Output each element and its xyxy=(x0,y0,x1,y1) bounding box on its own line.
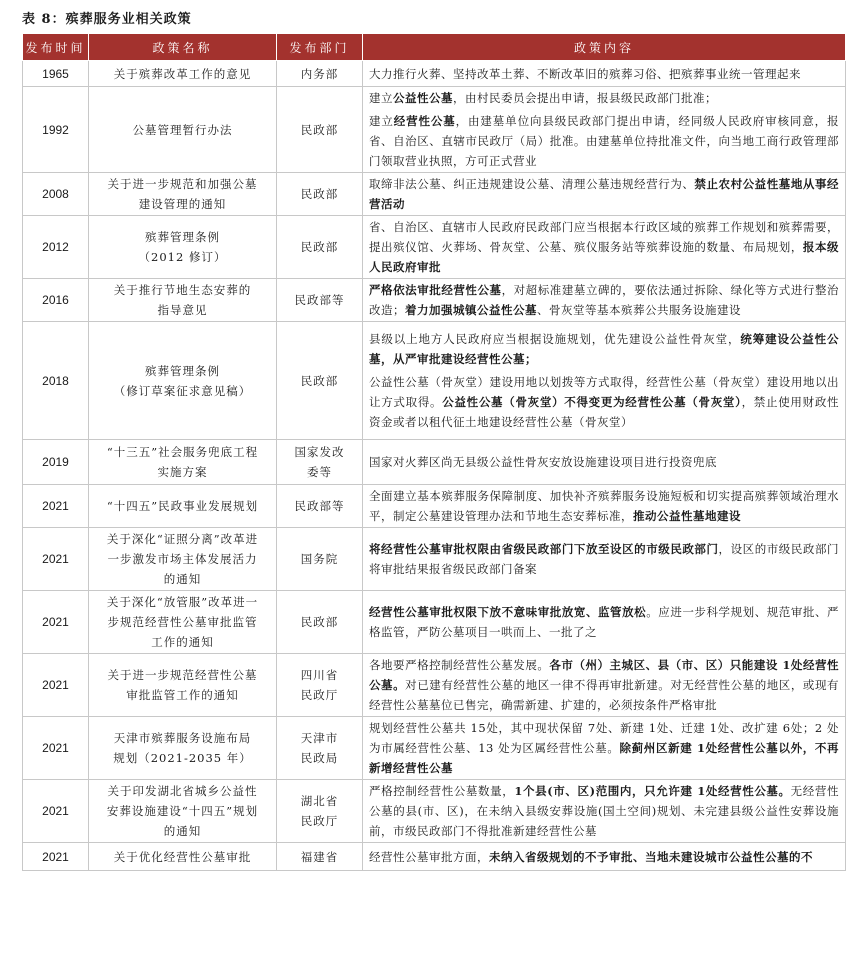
emphasized-text: 严格依法审批经营性公墓 xyxy=(369,283,502,297)
emphasized-text: 公益性公墓（骨灰堂）不得变更为经营性公墓（骨灰堂） xyxy=(442,395,742,409)
policy-name-cell-line: 工作的通知 xyxy=(151,635,214,649)
department-cell-line: 民政厅 xyxy=(300,688,339,702)
emphasized-text: 统筹建设公益性公墓，从严审批建设经营性公墓； xyxy=(369,332,840,366)
policy-content-cell xyxy=(363,279,846,322)
publish-year-cell: 2018 xyxy=(23,322,89,440)
department-cell-line: 民政部 xyxy=(300,373,339,388)
policy-name-cell-line: 审批监管工作的通知 xyxy=(126,688,239,702)
policy-name-cell-line: “十四五”民政事业发展规划 xyxy=(106,499,259,513)
policy-name-cell-line: 公墓管理暂行办法 xyxy=(132,122,233,137)
table-row xyxy=(23,591,846,654)
publish-year-cell: 2012 xyxy=(23,216,89,279)
emphasized-text: 推动公益性墓地建设 xyxy=(633,509,741,523)
content-text: 国家对火葬区尚无县级公益性骨灰安放设施建设项目进行投资兜底 xyxy=(369,455,717,469)
policy-content-cell xyxy=(363,485,846,528)
policy-name-cell xyxy=(89,173,277,216)
policy-name-cell-line: 殡葬管理条例 xyxy=(145,230,220,244)
policy-content-cell xyxy=(363,173,846,216)
content-paragraph xyxy=(369,781,839,841)
table-body xyxy=(23,61,846,871)
publish-year-cell: 2021 xyxy=(23,528,89,591)
department-cell xyxy=(277,528,363,591)
content-paragraph xyxy=(369,329,839,369)
publish-year-cell: 2021 xyxy=(23,654,89,717)
content-paragraph xyxy=(369,718,839,778)
publish-year-cell: 2021 xyxy=(23,591,89,654)
emphasized-text: 未纳入省级规划的不予审批、当地未建设城市公益性公墓的不 xyxy=(489,849,813,864)
department-cell xyxy=(277,61,363,87)
policy-name-cell xyxy=(89,61,277,87)
policy-name-cell-line: 关于推行节地生态安葬的 xyxy=(113,283,252,297)
department-cell xyxy=(277,279,363,322)
content-text: ，设区的市级民政部门将审批结果报省级民政部门备案 xyxy=(369,542,840,576)
policy-content-cell xyxy=(363,216,846,279)
emphasized-text: 经营性公墓审批权限下放不意味审批放宽、监管放松 xyxy=(369,605,647,619)
content-paragraph xyxy=(369,539,839,579)
content-text: 、骨灰堂等基本殡葬公共服务设施建设 xyxy=(537,303,741,317)
content-paragraph xyxy=(369,372,839,432)
publish-year-cell: 2021 xyxy=(23,485,89,528)
department-cell xyxy=(277,654,363,717)
department-cell-line: 民政部等 xyxy=(294,293,345,307)
content-text: 大力推行火葬、坚持改革土葬、不断改革旧的殡葬习俗、把殡葬事业统一管理起来 xyxy=(369,66,801,81)
policy-content-cell xyxy=(363,440,846,485)
policy-name-cell xyxy=(89,528,277,591)
policy-name-cell xyxy=(89,440,277,485)
policy-name-cell-line: 的通知 xyxy=(163,572,202,586)
department-cell-line: 湖北省 xyxy=(300,794,339,808)
policy-name-cell xyxy=(89,654,277,717)
table-row xyxy=(23,173,846,216)
content-text: 无经营性公墓的县(市、区)，在未纳入县级安葬设施(国土空间)规划、未完建县级公益性安葬设施前，市级民政部门不得批准新建经营性公墓 xyxy=(369,784,840,838)
table-row xyxy=(23,654,846,717)
department-cell xyxy=(277,717,363,780)
department-cell-line: 国务院 xyxy=(300,552,339,566)
policy-name-cell xyxy=(89,216,277,279)
content-text: 建立 xyxy=(369,114,394,128)
publish-year-cell: 2008 xyxy=(23,173,89,216)
policy-name-cell-line: 步规范经营性公墓审批监管 xyxy=(107,615,258,629)
table-row xyxy=(23,279,846,322)
content-text: 。应进一步科学规划、规范审批、严格监管，严防公墓项目一哄而上、一批了之 xyxy=(369,605,840,639)
policy-name-cell-line: （修订草案征求意见稿） xyxy=(113,383,252,398)
policy-name-cell-line: 关于殡葬改革工作的意见 xyxy=(113,66,252,81)
publish-year-cell: 1965 xyxy=(23,61,89,87)
publish-year-cell: 2021 xyxy=(23,843,89,871)
policy-name-cell-line: 关于优化经营性公墓审批 xyxy=(113,849,252,864)
policy-name-cell-line: 安葬设施建设“十四五”规划 xyxy=(106,804,259,818)
content-paragraph xyxy=(369,174,839,214)
header-department: 发布部门 xyxy=(277,34,363,61)
content-text: ，对超标准建墓立碑的，要依法通过拆除、绿化等方式进行整治改造； xyxy=(369,283,839,317)
table-row xyxy=(23,440,846,485)
content-paragraph xyxy=(369,602,839,642)
department-cell xyxy=(277,440,363,485)
publish-year-cell: 2021 xyxy=(23,780,89,843)
content-text: 建立 xyxy=(369,91,393,105)
content-text: 对已建有经营性公墓的地区一律不得再审批新建。对无经营性公墓的地区，或现有经营性公墓墓位已售完，确需新建、扩建的，必须按条件严格审批 xyxy=(369,678,840,712)
emphasized-text: 1个县(市、区)范围内，只允许建 1处经营性公墓。 xyxy=(514,784,791,798)
policy-name-cell xyxy=(89,780,277,843)
emphasized-text: 各市（州）主城区、县（市、区）只能建设 1处经营性公墓。 xyxy=(369,658,839,692)
content-text: 取缔非法公墓、纠正违规建设公墓、清理公墓违规经营行为、 xyxy=(369,177,695,191)
policy-name-cell-line: 实施方案 xyxy=(157,465,208,479)
content-text: 省、自治区、直辖市人民政府民政部门应当根据本行政区域的殡葬工作规划和殡葬需要，提出殡仪馆、火葬场、骨灰堂、公墓、殡仪服务站等殡葬设施的数量、布局规划， xyxy=(369,220,839,254)
policy-name-cell-line: 殡葬管理条例 xyxy=(145,363,220,378)
department-cell-line: 民政部 xyxy=(300,122,339,137)
content-paragraph xyxy=(369,111,839,171)
department-cell-line: 民政厅 xyxy=(300,814,339,828)
content-paragraph xyxy=(369,452,839,472)
table-header-row xyxy=(23,34,846,61)
policy-name-cell-line: 天津市殡葬服务设施布局 xyxy=(113,731,252,745)
policy-name-cell-line: 一步激发市场主体发展活力 xyxy=(107,552,258,566)
content-text: 县级以上地方人民政府应当根据设施规划，优先建设公益性骨灰堂， xyxy=(369,332,741,346)
table-row xyxy=(23,528,846,591)
emphasized-text: 禁止农村公益性墓地从事经营活动 xyxy=(369,177,839,211)
table-caption: 表 8：殡葬服务业相关政策 xyxy=(22,12,192,27)
department-cell-line: 福建省 xyxy=(300,849,339,864)
policy-content-cell xyxy=(363,61,846,87)
table-row xyxy=(23,843,846,871)
emphasized-text: 报本级人民政府审批 xyxy=(369,240,839,274)
policy-name-cell xyxy=(89,485,277,528)
policy-name-cell-line: 关于印发湖北省城乡公益性 xyxy=(107,784,258,798)
policy-name-cell xyxy=(89,87,277,173)
header-publish-time: 发布时间 xyxy=(23,34,89,61)
department-cell-line: 四川省 xyxy=(300,668,339,682)
emphasized-text: 将经营性公墓审批权限由省级民政部门下放至设区的市级民政部门 xyxy=(369,542,719,556)
emphasized-text: 着力加强城镇公益性公墓 xyxy=(405,303,537,317)
department-cell-line: 民政部等 xyxy=(294,499,345,513)
department-cell-line: 民政部 xyxy=(300,187,339,201)
content-paragraph xyxy=(369,88,839,108)
policy-content-cell xyxy=(363,591,846,654)
department-cell xyxy=(277,322,363,440)
policy-name-cell xyxy=(89,843,277,871)
content-paragraph xyxy=(369,217,839,277)
department-cell-line: 委等 xyxy=(307,465,332,479)
content-text: 经营性公墓审批方面， xyxy=(369,849,489,864)
content-paragraph xyxy=(369,64,839,84)
publish-year-cell: 2019 xyxy=(23,440,89,485)
policy-name-cell-line: 关于进一步规范和加强公墓 xyxy=(107,177,258,191)
policy-name-cell xyxy=(89,717,277,780)
department-cell xyxy=(277,485,363,528)
department-cell-line: 国家发改 xyxy=(294,445,345,459)
department-cell-line: 民政局 xyxy=(300,751,339,765)
department-cell-line: 天津市 xyxy=(300,731,339,745)
content-text: 各地要严格控制经营性公墓发展。 xyxy=(369,658,550,672)
department-cell xyxy=(277,216,363,279)
content-paragraph xyxy=(369,655,839,715)
policy-name-cell-line: “十三五”社会服务兜底工程 xyxy=(106,445,259,459)
department-cell xyxy=(277,173,363,216)
publish-year-cell: 1992 xyxy=(23,87,89,173)
policy-table xyxy=(22,33,846,871)
table-row xyxy=(23,216,846,279)
policy-name-cell xyxy=(89,279,277,322)
policy-content-cell xyxy=(363,322,846,440)
policy-name-cell-line: 指导意见 xyxy=(157,303,208,317)
content-paragraph xyxy=(369,847,839,867)
policy-content-cell xyxy=(363,780,846,843)
policy-name-cell-line: 建设管理的通知 xyxy=(138,197,227,211)
department-cell xyxy=(277,591,363,654)
table-row xyxy=(23,485,846,528)
publish-year-cell: 2021 xyxy=(23,717,89,780)
department-cell xyxy=(277,780,363,843)
policy-content-cell xyxy=(363,717,846,780)
emphasized-text: 除蓟州区新建 1处经营性公墓以外，不再新增经营性公墓 xyxy=(369,741,839,775)
emphasized-text: 公益性公墓 xyxy=(393,91,453,105)
table-row xyxy=(23,717,846,780)
policy-name-cell-line: （2012 修订） xyxy=(138,250,227,264)
content-text: 规划经营性公墓共 15处，其中现状保留 7处、新建 1处、迁建 1处、改扩建 6处；2 处为市属经营性公墓、13 处为区属经营性公墓。 xyxy=(369,721,839,755)
policy-name-cell-line: 关于深化“放管服”改革进一 xyxy=(106,595,259,609)
header-policy-content: 政策内容 xyxy=(363,34,846,61)
policy-name-cell-line: 关于深化“证照分离”改革进 xyxy=(106,532,259,546)
policy-name-cell xyxy=(89,322,277,440)
table-row xyxy=(23,322,846,440)
department-cell-line: 民政部 xyxy=(300,615,339,629)
policy-content-cell xyxy=(363,843,846,871)
table-row xyxy=(23,87,846,173)
department-cell-line: 民政部 xyxy=(300,240,339,254)
content-text: 公益性公墓（骨灰堂）建设用地以划拨等方式取得，经营性公墓（骨灰堂）建设用地以出让方式取得。 xyxy=(369,375,839,409)
header-policy-name: 政策名称 xyxy=(89,34,277,61)
table-row xyxy=(23,61,846,87)
policy-content-cell xyxy=(363,87,846,173)
policy-name-cell xyxy=(89,591,277,654)
content-paragraph xyxy=(369,280,839,320)
policy-name-cell-line: 关于进一步规范经营性公墓 xyxy=(107,668,258,682)
content-text: ，禁止使用财政性资金或者以租代征土地建设经营性公墓（骨灰堂） xyxy=(369,395,840,429)
emphasized-text: 经营性公墓 xyxy=(393,114,456,128)
content-paragraph xyxy=(369,486,839,526)
content-text: ，由建墓单位向县级民政部门提出申请，经同级人民政府审核同意，报省、自治区、直辖市民政厅（局）批准。由建墓单位持批准文件，向当地工商行政管理部门领取营业执照，方可正式营业 xyxy=(369,114,840,168)
policy-name-cell-line: 的通知 xyxy=(163,824,202,838)
publish-year-cell: 2016 xyxy=(23,279,89,322)
content-text: 全面建立基本殡葬服务保障制度、加快补齐殡葬服务设施短板和切实提高殡葬领域治理水平，制定公墓建设管理办法和节地生态安葬标准， xyxy=(369,489,839,523)
content-text: ，由村民委员会提出申请，报县级民政部门批准； xyxy=(453,91,717,105)
department-cell xyxy=(277,843,363,871)
department-cell xyxy=(277,87,363,173)
policy-content-cell xyxy=(363,528,846,591)
policy-name-cell-line: 规划（2021-2035 年） xyxy=(113,751,252,765)
table-row xyxy=(23,780,846,843)
department-cell-line: 内务部 xyxy=(300,66,339,81)
policy-content-cell xyxy=(363,654,846,717)
content-text: 严格控制经营性公墓数量， xyxy=(369,784,515,798)
